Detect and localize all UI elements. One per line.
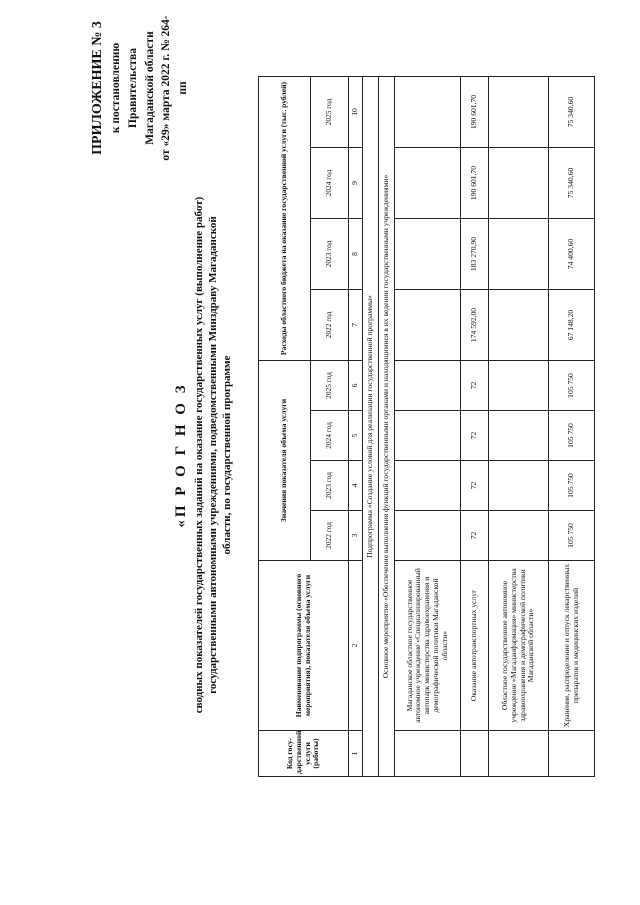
value-cell [489, 361, 549, 411]
column-number: 10 [349, 77, 363, 148]
value-cell [395, 411, 461, 461]
value-cell [489, 77, 549, 148]
appendix-block [88, 13, 192, 163]
column-number: 7 [349, 290, 363, 361]
value-cell: 105 750 [549, 361, 595, 411]
column-number: 1 [349, 731, 363, 777]
column-number: 2 [349, 561, 363, 731]
column-number: 9 [349, 148, 363, 219]
column-number: 3 [349, 511, 363, 561]
value-cell: 75 340,60 [549, 77, 595, 148]
table-row [549, 77, 595, 777]
header-year: 2022 год [311, 511, 349, 561]
value-cell: 72 [461, 361, 489, 411]
value-cell: 72 [461, 511, 489, 561]
code-cell [489, 731, 549, 777]
heading-line: государственными автономными учреждениями, подведомственными Минздраву Магаданской [207, 216, 220, 694]
value-cell: 67 148,20 [549, 290, 595, 361]
row-name: Областное государственное автономное учреждение «Магаданфармация» министерства здравоохранения и демографической политики Магаданской области» [489, 561, 549, 731]
header-year: 2023 год [311, 219, 349, 290]
value-cell: 183 270,90 [461, 219, 489, 290]
value-cell [489, 290, 549, 361]
value-cell: 105 750 [549, 511, 595, 561]
value-cell [489, 219, 549, 290]
appendix-line: от «29» марта 2022 г. № 264-пп [160, 15, 189, 161]
value-cell [395, 77, 461, 148]
subprogram-row: Подпрограмма «Создание условий для реализации государственной программы» [363, 77, 379, 777]
value-cell [489, 511, 549, 561]
value-cell: 72 [461, 461, 489, 511]
table-row [395, 77, 461, 777]
value-cell [395, 511, 461, 561]
value-cell [395, 461, 461, 511]
heading-title: «П Р О Г Н О З [173, 382, 189, 528]
value-cell [489, 148, 549, 219]
code-cell [395, 731, 461, 777]
header-year: 2025 год [311, 361, 349, 411]
code-cell [461, 731, 489, 777]
main-measure-row: Основное мероприятие «Обеспечение выполнения функций государственными органами и находящимися в их ведении государственными учреждениями» [379, 77, 395, 777]
header-year: 2023 год [311, 461, 349, 511]
row-name: Хранение, распределение и отпуск лекарственных препаратов и медицинских изделий [549, 561, 595, 731]
value-cell [395, 219, 461, 290]
header-year: 2024 год [311, 148, 349, 219]
column-number: 4 [349, 461, 363, 511]
appendix-title: ПРИЛОЖЕНИЕ № 3 [90, 21, 105, 155]
value-cell: 75 340,60 [549, 148, 595, 219]
value-cell: 74 400,60 [549, 219, 595, 290]
value-cell: 105 750 [549, 461, 595, 511]
header-volume-group: Значения показателя объема услуги [259, 361, 311, 561]
heading-line: сводных показателей государственных заданий на оказание государственных услуг (выполнение работ) [193, 196, 206, 714]
value-cell: 190 601,70 [461, 77, 489, 148]
table-row [489, 77, 549, 777]
value-cell: 72 [461, 411, 489, 461]
value-cell [395, 290, 461, 361]
code-cell [549, 731, 595, 777]
header-expense-group: Расходы областного бюджета на оказание государственной услуги (тыс. рублей) [259, 77, 311, 361]
value-cell [395, 361, 461, 411]
forecast-table [258, 76, 595, 777]
value-cell [395, 148, 461, 219]
table-row [461, 77, 489, 777]
appendix-line: к постановлению Правительства [110, 42, 139, 134]
column-number: 5 [349, 411, 363, 461]
header-year: 2022 год [311, 290, 349, 361]
value-cell: 105 750 [549, 411, 595, 461]
value-cell [489, 411, 549, 461]
column-number: 6 [349, 361, 363, 411]
value-cell [489, 461, 549, 511]
header-year: 2025 год [311, 77, 349, 148]
appendix-line: Магаданской области [143, 31, 156, 145]
column-number: 8 [349, 219, 363, 290]
document-heading [172, 195, 234, 715]
value-cell: 190 601,70 [461, 148, 489, 219]
heading-line: области, по государственной программе [221, 355, 234, 555]
header-year: 2024 год [311, 411, 349, 461]
row-name: Оказание автотранспортных услуг [461, 561, 489, 731]
row-name: Магаданское областное государственное автономное учреждение «Специализированный автопарк министерства здравоохранения и демографической политики Магаданской области» [395, 561, 461, 731]
value-cell: 174 592,00 [461, 290, 489, 361]
header-code: Код госу-дарственной услуги (работы) [259, 731, 349, 777]
header-name: Наименование подпрограммы (основного мероприятия), показателя объема услуги [259, 561, 349, 731]
